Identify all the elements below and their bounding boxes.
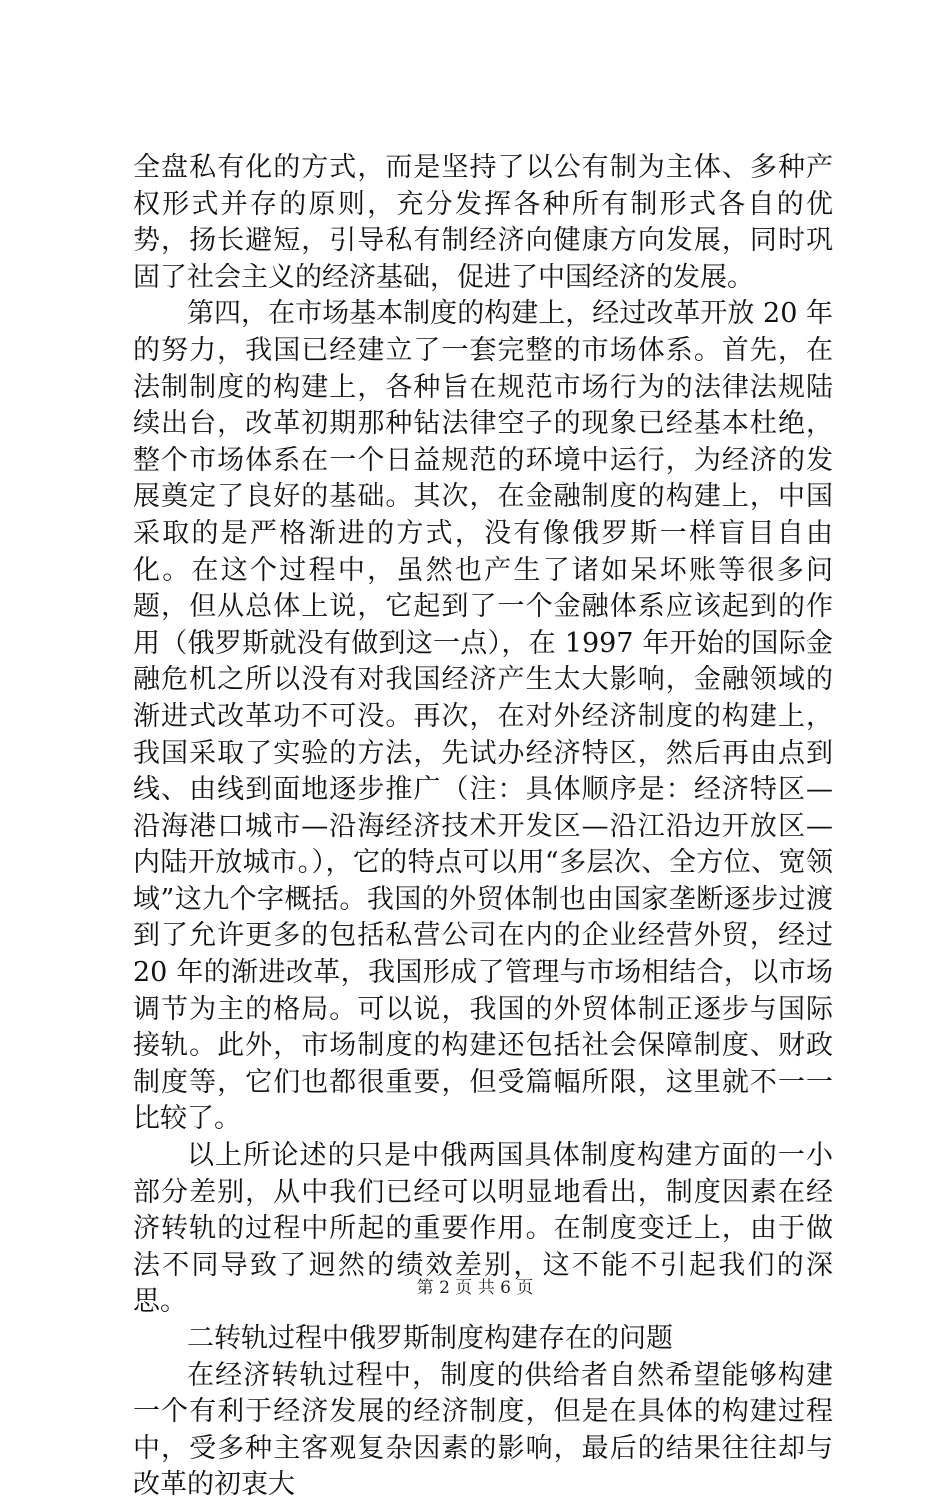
paragraph-2: 第四，在市场基本制度的构建上，经过改革开放 20 年的努力，我国已经建立了一套完整的市场体系。首先，在法制制度的构建上，各种旨在规范市场行为的法律法规陆续出台，改革初期那种钻法律空子的现象已经基本杜绝，整个市场体系在一个日益规范的环境中运行，为经济的发展奠定了良好的基础。其次，在金融制度的构建上，中国采取的是严格渐进的方式，没有像俄罗斯一样盲目自由化。在这个过程中，虽然也产生了诸如呆坏账等很多问题，但从总体上说，它起到了一个金融体系应该起到的作用（俄罗斯就没有做到这一点），在 1997 年开始的国际金融危机之所以没有对我国经济产生太大影响，金融领域的渐进式改革功不可没。再次，在对外经济制度的构建上，我国采取了实验的方法，先试办经济特区，然后再由点到线、由线到面地逐步推广（注：具体顺序是：经济特区—沿海港口城市—沿海经济技术开发区—沿江沿边开放区—内陆开放城市。），它的特点可以用“多层次、全方位、宽领域”这九个字概括。我国的外贸体制也由国家垄断逐步过渡到了允许更多的包括私营公司在内的企业经营外贸，经过 20 年的渐进改革，我国形成了管理与市场相结合，以市场调节为主的格局。可以说，我国的外贸体制正逐步与国际接轨。此外，市场制度的构建还包括社会保障制度、财政制度等，它们也都很重要，但受篇幅所限，这里就不一一比较了。 xyxy=(133,298,833,1135)
page-footer: 第 2 页 共 6 页 xyxy=(416,1278,534,1298)
paragraph-3: 以上所论述的只是中俄两国具体制度构建方面的一小部分差别，从中我们已经可以明显地看出，制度因素在经济转轨的过程中所起的重要作用。在制度变迁上，由于做法不同导致了迥然的绩效差别，这不能不引起我们的深思。 xyxy=(133,1140,833,1318)
paragraph-4: 在经济转轨过程中，制度的供给者自然希望能够构建一个有利于经济发展的经济制度，但是在具体的构建过程中，受多种主客观复杂因素的影响，最后的结果往往却与改革的初衷大 xyxy=(133,1359,833,1501)
body-text xyxy=(133,150,833,1504)
section-heading: 二转轨过程中俄罗斯制度构建存在的问题 xyxy=(187,1323,673,1354)
paragraph-1: 全盘私有化的方式，而是坚持了以公有制为主体、多种产权形式并存的原则，充分发挥各种所有制形式各自的优势，扬长避短，引导私有制经济向健康方向发展，同时巩固了社会主义的经济基础，促进了中国经济的发展。 xyxy=(133,152,833,293)
